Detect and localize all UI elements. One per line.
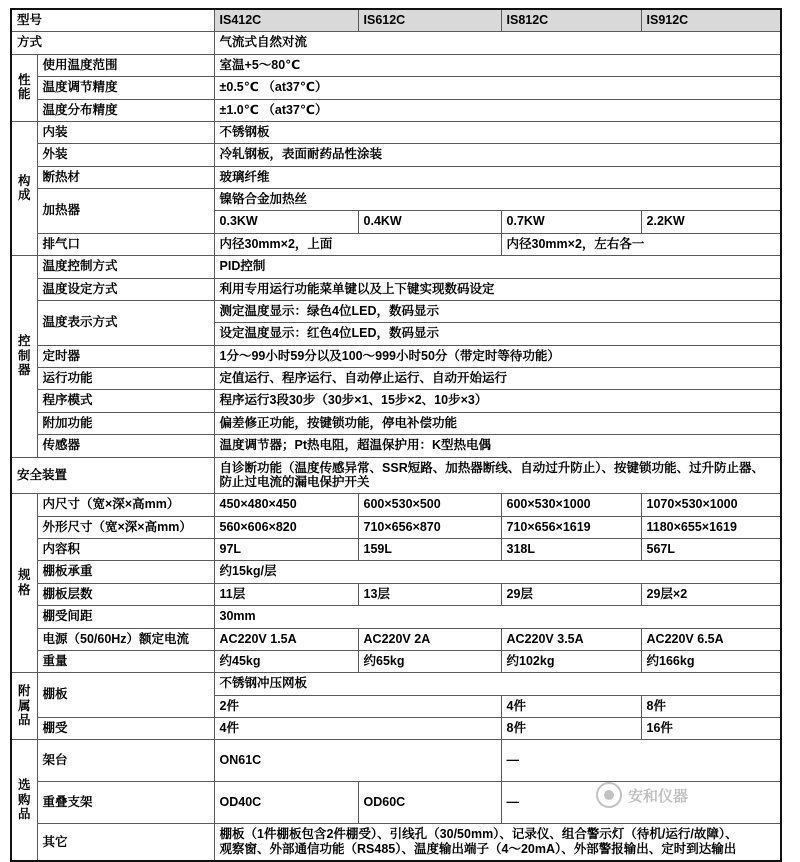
value-bracket-count-3: 16件 <box>641 718 781 740</box>
row-label-outer-size: 外形尺寸（宽×深×高mm） <box>37 516 214 538</box>
row-label-control-method: 温度控制方式 <box>37 256 214 278</box>
value-weight-3: 约102kg <box>501 650 641 672</box>
value-weight-1: 约45kg <box>214 650 358 672</box>
value-other-line1: 棚板（1件棚板包含2件棚受）、引线孔（30/50mm）、记录仪、组合警示灯（待机/运行/故障）、 <box>219 827 738 842</box>
row-label-weight: 重量 <box>37 650 214 672</box>
model-col-1: IS412C <box>214 9 358 32</box>
value-stack-2: OD60C <box>358 782 501 824</box>
row-label-volume: 内容积 <box>37 539 214 561</box>
row-label-run-function: 运行功能 <box>37 368 214 390</box>
group-text-composition: 构成 <box>17 173 31 202</box>
value-extra-function: 偏差修正功能，按键锁功能，停电补偿功能 <box>214 412 781 434</box>
value-weight-4: 约166kg <box>641 650 781 672</box>
group-text-accessories-2: 属 <box>17 698 31 713</box>
row-label-temp-range: 使用温度范围 <box>37 54 214 76</box>
row-label-power: 电源（50/60Hz）额定电流 <box>37 628 214 650</box>
value-program-mode: 程序运行3段30步（30步×1、15步×2、10步×3） <box>214 390 781 412</box>
row-label-bracket: 棚受 <box>37 718 214 740</box>
row-label-setting-method: 温度设定方式 <box>37 278 214 300</box>
value-shelf-pitch: 30mm <box>214 606 781 628</box>
model-col-4: IS912C <box>641 9 781 32</box>
value-exhaust-2: 内径30mm×2，左右各一 <box>501 233 781 255</box>
table-row-bracket <box>11 718 781 740</box>
value-power-4: AC220V 6.5A <box>641 628 781 650</box>
table-row-model <box>11 9 781 32</box>
value-temp-distribution: ±1.0℃ （at37℃） <box>214 99 781 121</box>
value-other <box>214 824 781 861</box>
group-label-accessories <box>11 673 37 740</box>
group-text-accessories-3: 品 <box>17 713 31 727</box>
value-power-2: AC220V 2A <box>358 628 501 650</box>
value-safety <box>214 457 781 494</box>
value-display-set: 设定温度显示：红色4位LED，数码显示 <box>214 323 781 345</box>
table-row-method <box>11 32 781 54</box>
value-exhaust-1: 内径30mm×2，上面 <box>214 233 501 255</box>
value-shelf-load: 约15kg/层 <box>214 561 781 583</box>
model-col-3: IS812C <box>501 9 641 32</box>
value-insulation: 玻璃纤维 <box>214 166 781 188</box>
value-shelf-count-2: 4件 <box>501 695 641 717</box>
table-row-outer-size <box>11 516 781 538</box>
value-bracket-count-1: 4件 <box>214 718 501 740</box>
value-inner-size-2: 600×530×500 <box>358 494 501 516</box>
value-power-1: AC220V 1.5A <box>214 628 358 650</box>
table-row-heater-material <box>11 189 781 211</box>
row-label-shelf: 棚板 <box>37 673 214 718</box>
row-label-temp-distribution: 温度分布精度 <box>37 99 214 121</box>
table-row-shelf-layers <box>11 583 781 605</box>
value-inner-size-4: 1070×530×1000 <box>641 494 781 516</box>
value-inner-size-1: 450×480×450 <box>214 494 358 516</box>
table-row-shelf-material <box>11 673 781 695</box>
specification-table <box>10 8 782 862</box>
group-text-controller-1: 控 <box>17 334 31 349</box>
row-label-shelf-layers: 棚板层数 <box>37 583 214 605</box>
value-display-measured: 测定温度显示：绿色4位LED，数码显示 <box>214 300 781 322</box>
table-row-temp-range <box>11 54 781 76</box>
value-volume-3: 318L <box>501 539 641 561</box>
table-row-power <box>11 628 781 650</box>
group-text-controller-2: 制 <box>17 348 31 363</box>
row-label-shelf-load: 棚板承重 <box>37 561 214 583</box>
group-label-options <box>11 740 37 861</box>
group-text-controller-3: 器 <box>17 363 31 377</box>
value-bracket-count-2: 8件 <box>501 718 641 740</box>
table-row-stand <box>11 740 781 782</box>
value-run-function: 定值运行、程序运行、自动停止运行、自动开始运行 <box>214 368 781 390</box>
group-text-options-2: 购 <box>17 792 31 807</box>
value-inner: 不锈钢板 <box>214 121 781 143</box>
value-sensor: 温度调节器；Pt热电阻，超温保护用：K型热电偶 <box>214 435 781 457</box>
value-volume-4: 567L <box>641 539 781 561</box>
row-label-display-method: 温度表示方式 <box>37 300 214 345</box>
table-row-weight <box>11 650 781 672</box>
table-row-volume <box>11 539 781 561</box>
value-outer: 冷轧钢板，表面耐药品性涂装 <box>214 144 781 166</box>
value-power-3: AC220V 3.5A <box>501 628 641 650</box>
table-row-temp-accuracy <box>11 77 781 99</box>
value-heater-power-1: 0.3KW <box>214 211 358 233</box>
value-other-line2: 观察窗、外部通信功能（RS485）、温度输出端子（4～20mA）、外部警报输出、定时到达输出 <box>219 841 737 856</box>
row-label-temp-accuracy: 温度调节精度 <box>37 77 214 99</box>
value-setting-method: 利用专用运行功能菜单键以及上下键实现数码设定 <box>214 278 781 300</box>
group-text-options-1: 选 <box>17 778 31 793</box>
row-label-insulation: 断热材 <box>37 166 214 188</box>
value-volume-2: 159L <box>358 539 501 561</box>
row-label-other: 其它 <box>37 824 214 861</box>
value-timer: 1分～99小时59分以及100～999小时50分（带定时等待功能） <box>214 345 781 367</box>
group-text-spec-1: 规 <box>17 568 31 583</box>
value-safety-line2: 防止过电流的漏电保护开关 <box>219 474 370 489</box>
value-volume-1: 97L <box>214 539 358 561</box>
group-text-performance: 性能 <box>17 72 31 102</box>
value-outer-size-4: 1180×655×1619 <box>641 516 781 538</box>
value-method: 气流式自然对流 <box>214 32 781 54</box>
group-label-performance <box>11 54 37 121</box>
value-shelf-layers-4: 29层×2 <box>641 583 781 605</box>
model-col-2: IS612C <box>358 9 501 32</box>
row-label-stack: 重叠支架 <box>37 782 214 824</box>
table-row-extra-function <box>11 412 781 434</box>
row-label-exhaust: 排气口 <box>37 233 214 255</box>
value-shelf-layers-2: 13层 <box>358 583 501 605</box>
table-row-control-method <box>11 256 781 278</box>
value-shelf-count-3: 8件 <box>641 695 781 717</box>
table-row-inner <box>11 121 781 143</box>
value-outer-size-2: 710×656×870 <box>358 516 501 538</box>
group-text-spec-2: 格 <box>17 582 31 597</box>
value-stack-3: — <box>501 782 781 824</box>
value-stand-2: — <box>501 740 781 782</box>
row-label-model: 型号 <box>11 9 214 32</box>
row-label-extra-function: 附加功能 <box>37 412 214 434</box>
table-row-other <box>11 824 781 861</box>
value-outer-size-1: 560×606×820 <box>214 516 358 538</box>
row-label-shelf-pitch: 棚受间距 <box>37 606 214 628</box>
table-row-safety <box>11 457 781 494</box>
table-row-inner-size <box>11 494 781 516</box>
row-label-timer: 定时器 <box>37 345 214 367</box>
table-row-temp-distribution <box>11 99 781 121</box>
row-label-stand: 架台 <box>37 740 214 782</box>
group-text-options-3: 品 <box>17 806 31 821</box>
row-label-sensor: 传感器 <box>37 435 214 457</box>
row-label-safety: 安全装置 <box>11 457 214 494</box>
value-shelf-count-1: 2件 <box>214 695 501 717</box>
value-heater-power-2: 0.4KW <box>358 211 501 233</box>
value-outer-size-3: 710×656×1619 <box>501 516 641 538</box>
value-stack-1: OD40C <box>214 782 358 824</box>
value-shelf-layers-3: 29层 <box>501 583 641 605</box>
table-row-display-measured <box>11 300 781 322</box>
table-row-stack <box>11 782 781 824</box>
row-label-inner-size: 内尺寸（宽×深×高mm） <box>37 494 214 516</box>
table-row-program-mode <box>11 390 781 412</box>
value-stand-1: ON61C <box>214 740 501 782</box>
value-weight-2: 约65kg <box>358 650 501 672</box>
table-row-setting-method <box>11 278 781 300</box>
group-label-composition <box>11 121 37 255</box>
row-label-heater: 加热器 <box>37 189 214 234</box>
table-row-exhaust <box>11 233 781 255</box>
value-inner-size-3: 600×530×1000 <box>501 494 641 516</box>
table-row-insulation <box>11 166 781 188</box>
value-heater-material: 镍铬合金加热丝 <box>214 189 781 211</box>
row-label-outer: 外装 <box>37 144 214 166</box>
value-safety-line1: 自诊断功能（温度传感异常、SSR短路、加热器断线、自动过升防止）、按键锁功能、过升防止器、 <box>219 460 764 475</box>
group-text-accessories-1: 附 <box>17 684 31 699</box>
value-temp-accuracy: ±0.5℃ （at37℃） <box>214 77 781 99</box>
value-temp-range: 室温+5～80℃ <box>214 54 781 76</box>
row-label-method: 方式 <box>11 32 214 54</box>
spec-sheet <box>10 8 780 862</box>
table-row-timer <box>11 345 781 367</box>
row-label-program-mode: 程序模式 <box>37 390 214 412</box>
table-row-run-function <box>11 368 781 390</box>
group-label-controller <box>11 256 37 457</box>
watermark-text: 安和仪器 <box>628 789 689 805</box>
value-shelf-layers-1: 11层 <box>214 583 358 605</box>
table-row-shelf-load <box>11 561 781 583</box>
value-heater-power-3: 0.7KW <box>501 211 641 233</box>
value-heater-power-4: 2.2KW <box>641 211 781 233</box>
table-row-shelf-pitch <box>11 606 781 628</box>
row-label-inner: 内装 <box>37 121 214 143</box>
value-control-method: PID控制 <box>214 256 781 278</box>
table-row-outer <box>11 144 781 166</box>
value-shelf-material: 不锈钢冲压网板 <box>214 673 781 695</box>
group-label-spec <box>11 494 37 673</box>
table-row-sensor <box>11 435 781 457</box>
